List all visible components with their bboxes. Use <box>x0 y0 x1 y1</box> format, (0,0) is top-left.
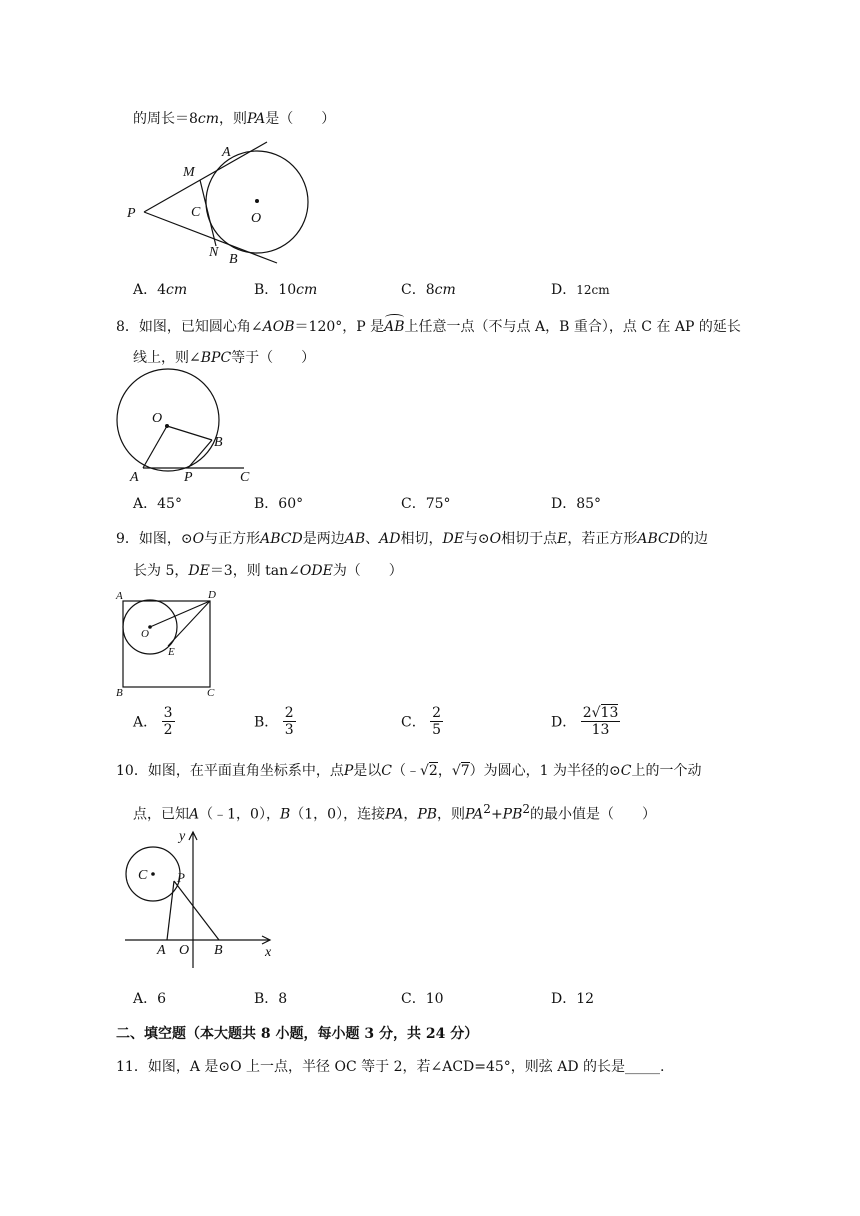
q10-option-b[interactable]: B．8 <box>254 991 288 1007</box>
q9-label-e: E <box>168 646 175 658</box>
q7-label-b: B <box>229 252 238 267</box>
q10-label-o: O <box>179 943 190 958</box>
q9-label-c: C <box>207 687 215 699</box>
q9-stem-line1: 9．如图，⊙O与正方形ABCD是两边AB、AD相切，DE与⊙O相切于点E，若正方形ABCD的边 <box>116 531 708 547</box>
q9-stem-line2: 长为 5，DE＝3，则 tan∠ODE为（ ） <box>133 563 403 579</box>
q9-option-b[interactable]: B． $\frac{2}{3}$ <box>254 705 294 738</box>
q7-option-a[interactable]: A．4cm <box>133 282 188 298</box>
q8-label-p: P <box>184 470 193 485</box>
section-heading: 二、填空题（本大题共 8 小题，每小题 3 分，共 24 分） <box>116 1026 479 1042</box>
q9-label-a: A <box>116 590 123 602</box>
q10-option-d[interactable]: D．12 <box>551 991 595 1007</box>
q10-stem-line2: 点，已知A（﹣1，0），B（1，0），连接PA，PB，则$PA^2+PB^2$的最小值是（ ） <box>133 802 657 823</box>
q7-label-o: O <box>251 211 262 226</box>
q7-option-c[interactable]: C．8cm <box>401 282 456 298</box>
q8-option-b[interactable]: B．60° <box>254 496 304 512</box>
q10-label-y: y <box>179 829 186 844</box>
q8-option-a[interactable]: A．45° <box>133 496 182 512</box>
q7-stem-tail: 的周长＝8cm，则PA是（ ） <box>133 111 336 127</box>
q8-option-c[interactable]: C．75° <box>401 496 451 512</box>
q9-label-d: D <box>208 589 216 601</box>
q11-stem: 11．如图，A 是⊙O 上一点，半径 OC 等于 2，若∠ACD=45°，则弦 AD 的长是_____. <box>116 1059 665 1075</box>
q8-option-d[interactable]: D．85° <box>551 496 602 512</box>
q9-label-b: B <box>116 687 123 699</box>
q7-label-a: A <box>222 145 231 160</box>
q9-option-d[interactable]: D． $\frac{2√13}{13}$ <box>551 705 619 738</box>
q8-label-b: B <box>214 435 223 450</box>
q7-option-b[interactable]: B．10cm <box>254 282 318 298</box>
q10-label-p: P <box>177 870 185 885</box>
q10-option-a[interactable]: A．6 <box>133 991 167 1007</box>
q10-option-c[interactable]: C．10 <box>401 991 444 1007</box>
q8-label-o: O <box>152 411 163 426</box>
q7-label-p: P <box>127 206 136 221</box>
q7-label-n: N <box>209 245 219 260</box>
q10-label-b: B <box>214 943 223 958</box>
q9-option-a[interactable]: A． $\frac{3}{2}$ <box>133 705 173 738</box>
q8-label-c: C <box>240 470 250 485</box>
q7-option-d[interactable]: D．12cm <box>551 282 610 298</box>
q9-option-c[interactable]: C． $\frac{2}{5}$ <box>401 705 442 738</box>
q8-stem-line1: 8．如图，已知圆心角∠AOB＝120°，P 是AB上任意一点（不与点 A，B 重合），点 C 在 AP 的延长 <box>116 319 741 335</box>
q10-label-x: x <box>265 945 272 960</box>
q10-label-c: C <box>138 868 148 883</box>
q7-label-m: M <box>183 165 195 180</box>
q10-label-a: A <box>157 943 166 958</box>
q7-label-c: C <box>191 205 201 220</box>
q10-stem-line1: 10．如图，在平面直角坐标系中，点P是以C（﹣√2，√7）为圆心，1 为半径的⊙C上的一个动 <box>116 763 702 779</box>
q9-label-o: O <box>141 628 149 640</box>
q8-stem-line2: 线上，则∠BPC等于（ ） <box>133 350 316 366</box>
q8-label-a: A <box>130 470 139 485</box>
